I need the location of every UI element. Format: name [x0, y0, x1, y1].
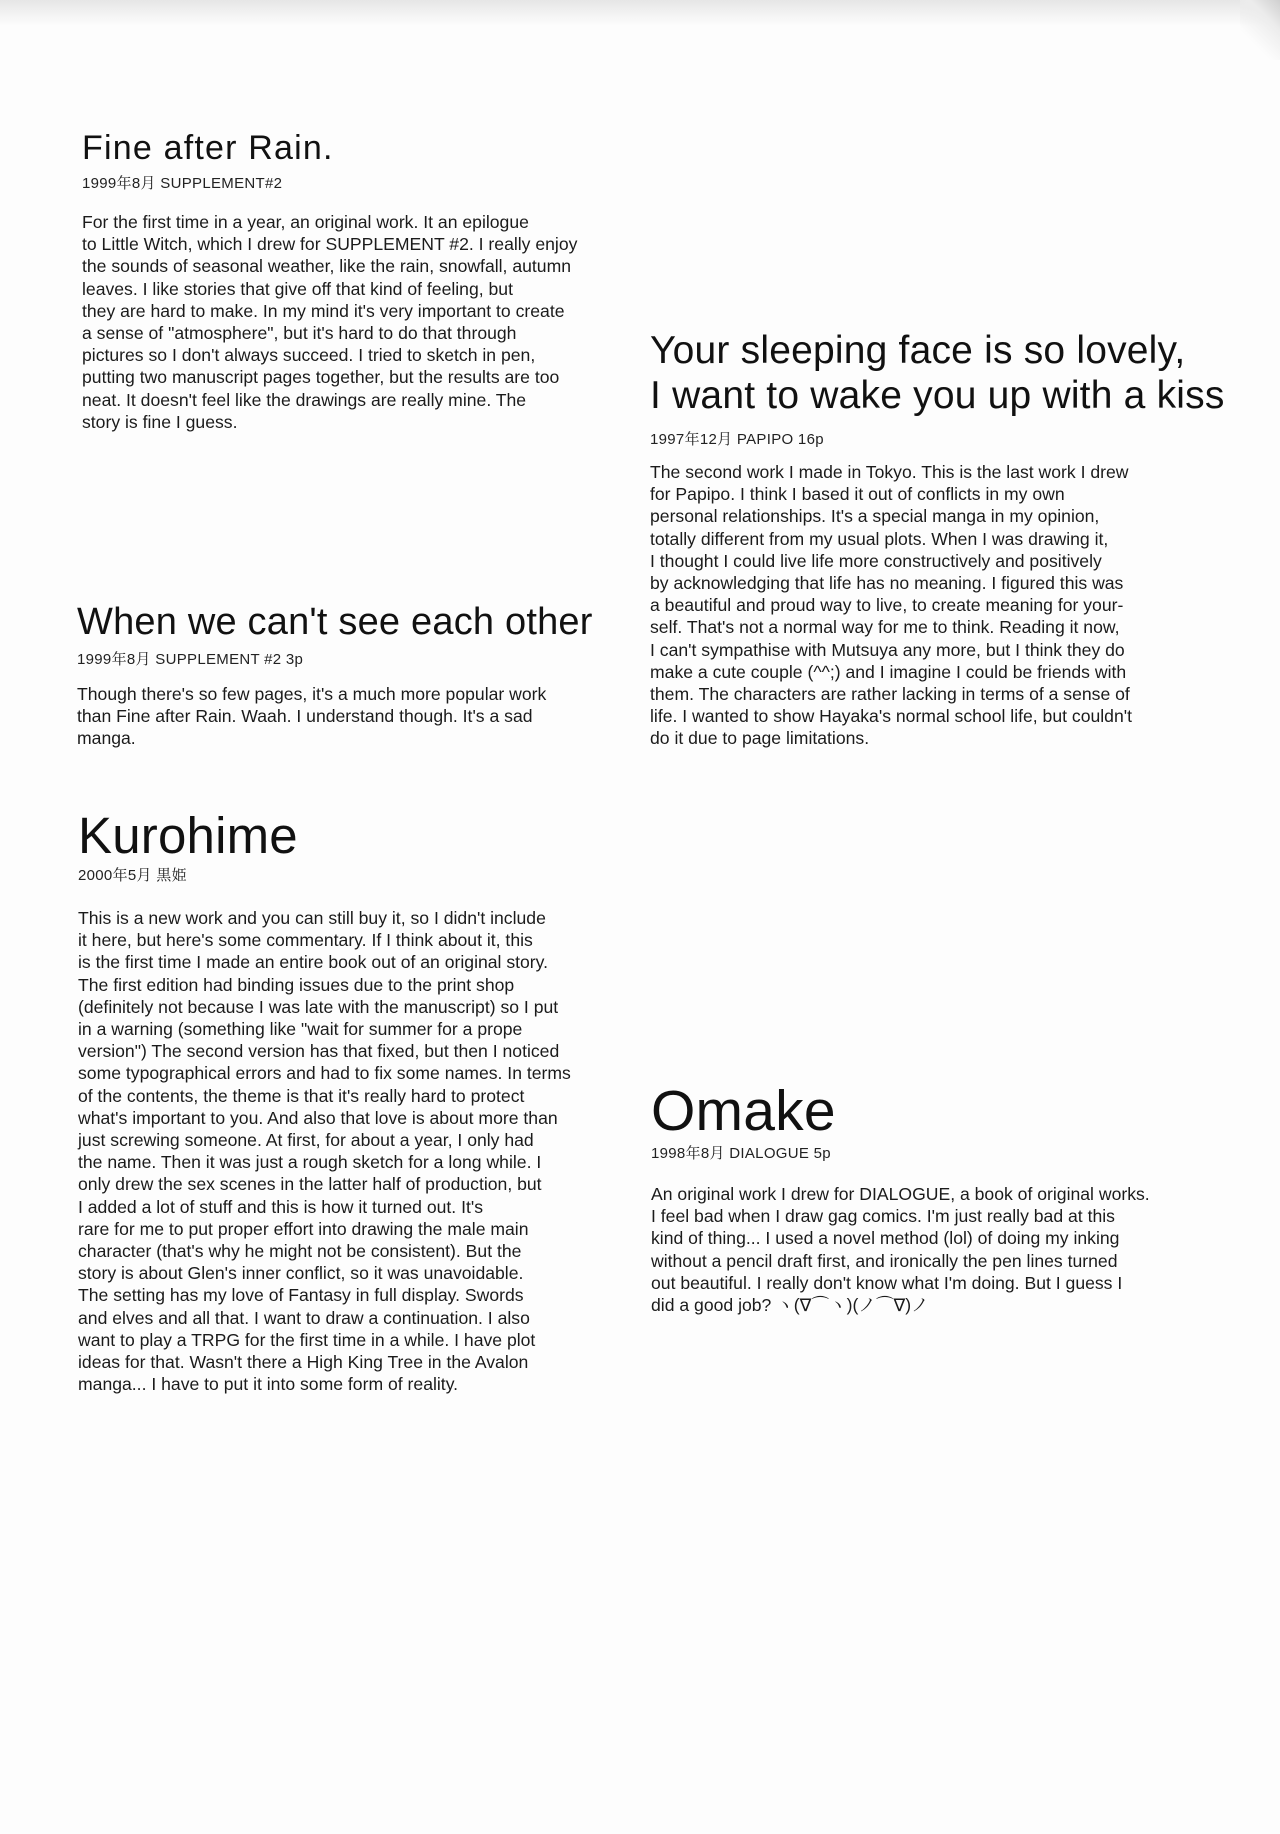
section-title-line-1: Your sleeping face is so lovely,: [650, 329, 1186, 372]
section-body: Though there's so few pages, it's a much more popular work than Fine after Rain. Waah. I understand though. It's a sad manga.: [77, 684, 547, 749]
section-title: Kurohime: [78, 807, 298, 864]
section-when-we-cant-see: [77, 600, 637, 750]
section-title: Omake: [651, 1079, 836, 1143]
section-title: [650, 328, 1270, 418]
section-title: When we can't see each other: [77, 601, 593, 643]
section-meta: 2000年5月 黒姫: [78, 867, 187, 884]
section-title: Fine after Rain.: [82, 129, 334, 167]
section-fine-after-rain: [82, 128, 642, 433]
page-corner-curl: [1240, 0, 1280, 60]
section-title-line-2: I want to wake you up with a kiss: [650, 374, 1225, 417]
section-body: An original work I drew for DIALOGUE, a book of original works. I feel bad when I draw gag comics. I'm just really bad at this kind of thing... I used a novel method (lol) of doing my inking without a pencil draft first, and ironically the pen lines turned out beautiful. I really don't know what I'm doing. But I guess I did a good job? ヽ(∇⌒ヽ)(ノ⌒∇)ノ: [651, 1184, 1150, 1316]
section-meta: 1999年8月 SUPPLEMENT #2 3p: [77, 651, 304, 668]
section-sleeping-face: [650, 328, 1270, 750]
section-body: For the first time in a year, an original work. It an epilogue to Little Witch, which I drew for SUPPLEMENT #2. I really enjoy the sounds of seasonal weather, like the rain, snowfall, autumn leaves. I like stories that give off that kind of feeling, but they are hard to make. In my mind it's very important to create a sense of "atmosphere", but it's hard to do that through pictures so I don't always succeed. I tried to sketch in pen, putting two manuscript pages together, but the results are too neat. It doesn't feel like the drawings are really mine. The story is fine I guess.: [82, 212, 578, 432]
section-kurohime: [78, 808, 638, 1395]
section-meta: 1998年8月 DIALOGUE 5p: [651, 1145, 831, 1162]
section-meta: 1997年12月 PAPIPO 16p: [650, 431, 824, 448]
section-omake: [651, 1080, 1211, 1316]
section-meta: 1999年8月 SUPPLEMENT#2: [82, 175, 283, 192]
section-body: The second work I made in Tokyo. This is the last work I drew for Papipo. I think I based it out of conflicts in my own personal relationships. It's a special manga in my opinion, totally different from my usual plots. When I was drawing it, I thought I could live life more constructively and positively by acknowledging that life has no meaning. I figured this was a beautiful and proud way to live, to create meaning for your- self. That's not a normal way for me to think. Reading it now, I can't sympathise with Mutsuya any more, but I think they do make a cute couple (^^;) and I imagine I could be friends with them. The characters are rather lacking in terms of a sense of life. I wanted to show Hayaka's normal school life, but couldn't do it due to page limitations.: [650, 462, 1132, 749]
section-body: This is a new work and you can still buy it, so I didn't include it here, but here's some commentary. If I think about it, this is the first time I made an entire book out of an original story. The first edition had binding issues due to the print shop (definitely not because I was late with the manuscript) so I put in a warning (something like "wait for summer for a prope version") The second version has that fixed, but then I noticed some typographical errors and had to fix some names. In terms of the contents, the theme is that it's really hard to protect what's important to you. And also that love is about more than just screwing someone. At first, for about a year, I only had the name. Then it was just a rough sketch for a long while. I only drew the sex scenes in the latter half of production, but I added a lot of stuff and this is how it turned out. It's rare for me to put proper effort into drawing the male main character (that's why he might not be consistent). But the story is about Glen's inner conflict, so it was unavoidable. The setting has my love of Fantasy in full display. Swords and elves and all that. I want to draw a continuation. I also want to play a TRPG for the first time in a while. I have plot ideas for that. Wasn't there a High King Tree in the Avalon manga... I have to put it into some form of reality.: [78, 908, 571, 1395]
page-top-shadow: [0, 0, 1280, 26]
